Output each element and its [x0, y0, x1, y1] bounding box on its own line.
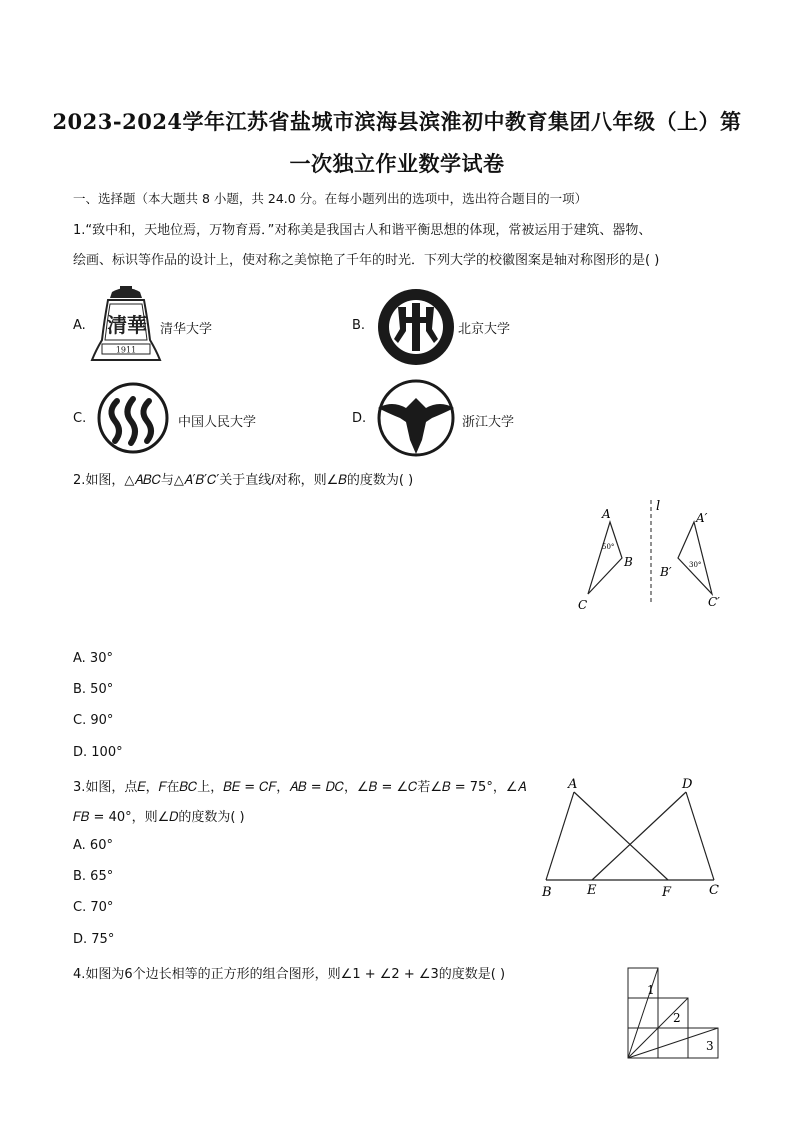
svg-text:D: D — [682, 777, 693, 792]
q2-figure — [570, 496, 730, 616]
svg-text:1: 1 — [647, 983, 655, 997]
q2-text: 2.如图，△𝐴𝐵𝐶与△𝐴′𝐵′𝐶′关于直线𝑙对称，则∠𝐵的度数为( ) — [73, 473, 414, 488]
svg-text:B′: B′ — [660, 565, 672, 579]
q3-option-c: C. 70° — [73, 900, 114, 915]
svg-text:E: E — [587, 883, 597, 898]
q1-text-line2: 绘画、标识等作品的设计上，使对称之美惊艳了千年的时光．下列大学的校徽图案是轴对称图形的是( ) — [73, 253, 660, 268]
svg-text:A′: A′ — [696, 511, 708, 525]
q1-option-b-letter: B. — [352, 318, 366, 333]
tsinghua-seal-characters: 清華 — [107, 313, 147, 337]
q1-option-a-name: 清华大学 — [160, 322, 213, 337]
q1-option-c-name: 中国人民大学 — [178, 415, 257, 430]
q1-option-a-letter: A. — [73, 318, 86, 333]
svg-text:B: B — [624, 555, 633, 569]
q3-option-a: A. 60° — [73, 838, 113, 853]
q1-option-b-name: 北京大学 — [458, 322, 511, 337]
q3-figure — [536, 772, 728, 900]
svg-text:F: F — [662, 885, 672, 900]
q1-option-d-letter: D. — [352, 411, 367, 426]
section-heading: 一、选择题（本大题共 8 小题，共 24.0 分。在每小题列出的选项中，选出符合题目的一项） — [73, 191, 588, 206]
q3-option-b: B. 65° — [73, 869, 114, 884]
svg-text:3: 3 — [706, 1039, 714, 1053]
q2-option-d: D. 100° — [73, 745, 123, 760]
svg-text:B: B — [542, 885, 552, 900]
tsinghua-logo — [90, 282, 162, 366]
tsinghua-seal-year: 1911 — [115, 345, 137, 355]
svg-text:A: A — [568, 777, 578, 792]
q4-figure — [620, 962, 724, 1062]
q1-text-line1: 1.“致中和，天地位焉，万物育焉．”对称美是我国古人和谐平衡思想的体现，常被运用于建筑、器物、 — [73, 223, 652, 238]
q3-text-line1: 3.如图，点𝐸，𝐹在𝐵𝐶上，𝐵𝐸 = 𝐶𝐹，𝐴𝐵 = 𝐷𝐶，∠𝐵 = ∠𝐶若∠𝐵 = 75°，∠𝐴 — [73, 780, 527, 795]
q2-option-b: B. 50° — [73, 682, 114, 697]
svg-text:2: 2 — [673, 1011, 681, 1025]
q1-option-d-name: 浙江大学 — [462, 415, 515, 430]
svg-text:50°: 50° — [602, 543, 615, 551]
svg-text:l: l — [656, 499, 661, 514]
svg-text:30°: 30° — [689, 561, 702, 569]
page-title-line1: 2023-2024学年江苏省盐城市滨海县滨淮初中教育集团八年级（上）第 — [52, 109, 742, 134]
q4-text: 4.如图为6个边长相等的正方形的组合图形，则∠1 + ∠2 + ∠3的度数是( ) — [73, 967, 506, 982]
page-title-line2: 一次独立作业数学试卷 — [289, 151, 505, 176]
q2-option-c: C. 90° — [73, 713, 114, 728]
renmin-logo — [95, 381, 175, 455]
q2-option-a: A. 30° — [73, 651, 113, 666]
svg-text:C: C — [709, 883, 719, 898]
svg-text:A: A — [602, 507, 611, 521]
pku-logo — [376, 287, 456, 367]
svg-text:C′: C′ — [708, 595, 720, 609]
zju-logo — [372, 378, 460, 458]
q3-text-line2: 𝐹𝐵 = 40°，则∠𝐷的度数为( ) — [73, 810, 245, 825]
svg-text:C: C — [578, 598, 588, 612]
q1-option-c-letter: C. — [73, 411, 87, 426]
q3-option-d: D. 75° — [73, 932, 115, 947]
